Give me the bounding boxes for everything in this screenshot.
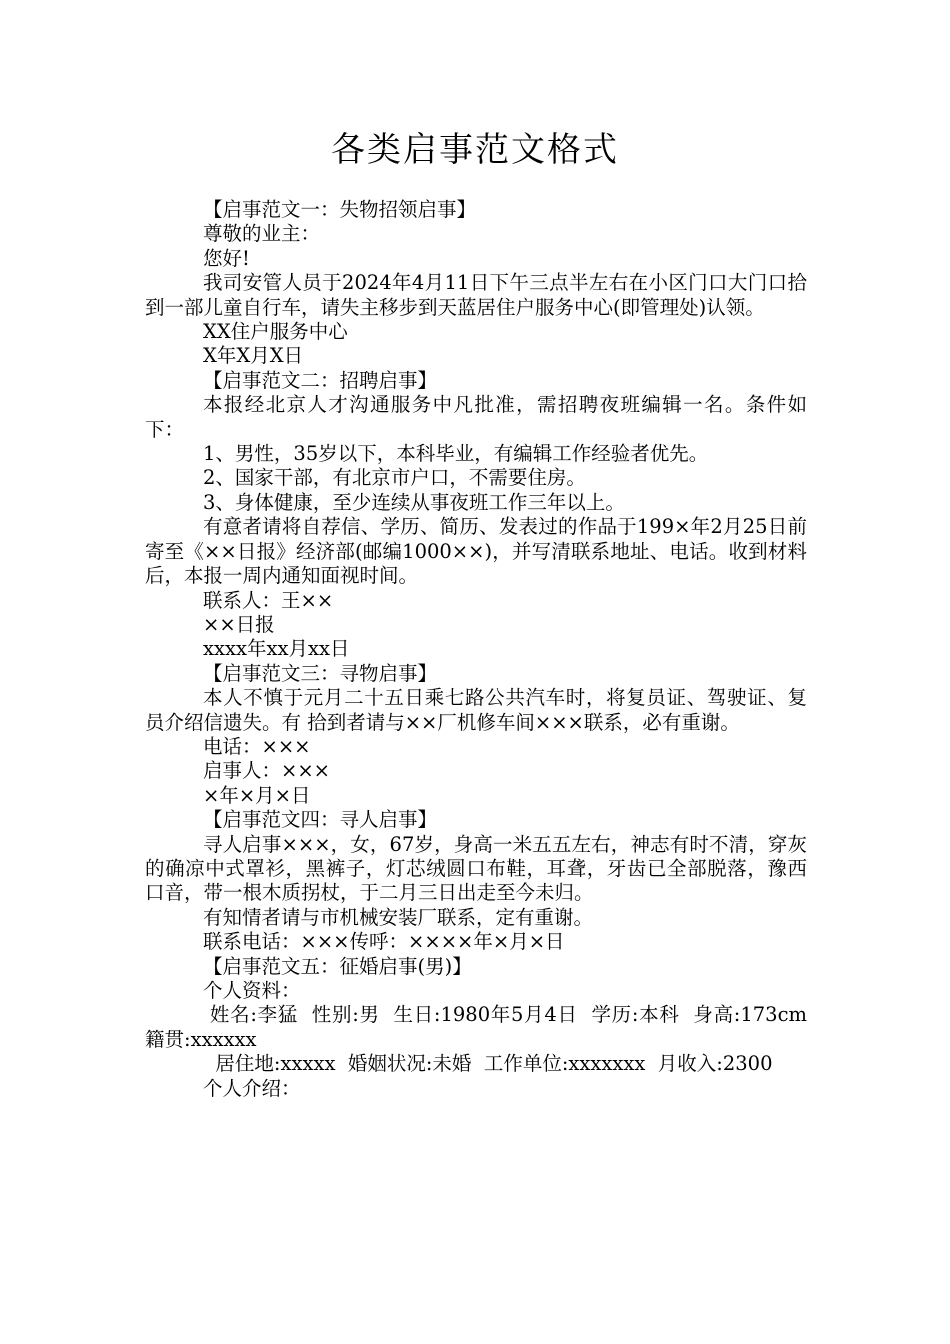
heading-notice-1: 【启事范文一：失物招领启事】 [203, 198, 477, 221]
missing-person-reward: 有知情者请与市机械安装厂联系，定有重谢。 [203, 905, 594, 929]
recruit-condition-2: 2、国家干部，有北京市户口，不需要住房。 [203, 466, 586, 490]
profile-line-1: 姓名:李猛 性别:男 生日:1980年5月4日 学历:本科 身高:173cm 籍贯:xxxxxx [145, 1003, 814, 1051]
missing-person-body: 寻人启事×××，女，67岁，身高一米五五左右，神志有时不清，穿灰的确凉中式罩衫，黑裤子，灯芯绒圆口布鞋，耳聋，牙齿已全部脱落，豫西口音，带一根木质拐杖，于二月三日出走至今未归。 [145, 832, 807, 905]
signature-org: XX住户服务中心 [203, 320, 348, 344]
profile-heading: 个人资料： [203, 979, 301, 1002]
signature-date: X年X月X日 [203, 344, 304, 368]
lost-found-body: 我司安管人员于2024年4月11日下午三点半左右在小区门口大门口拾到一部儿童自行车，请失主移步到天蓝居住户服务中心(即管理处)认领。 [145, 271, 807, 319]
heading-notice-3: 【启事范文三：寻物启事】 [203, 661, 438, 685]
heading-notice-5: 【启事范文五：征婚启事(男)】 [203, 954, 472, 978]
lost-item-person: 启事人：××× [203, 759, 331, 783]
lost-item-phone: 电话：××× [203, 734, 311, 758]
greeting: 您好! [203, 246, 250, 270]
salutation: 尊敬的业主： [203, 222, 321, 246]
document-body [145, 198, 814, 1101]
recruit-condition-3: 3、身体健康，至少连续从事夜班工作三年以上。 [203, 490, 625, 514]
profile-line-2: 居住地:xxxxx 婚姻状况:未婚 工作单位:xxxxxxx 月收入:2300 [203, 1052, 773, 1076]
lost-item-date: ×年×月×日 [203, 783, 311, 807]
intro-heading: 个人介绍： [203, 1076, 301, 1100]
recruit-org: ××日报 [203, 612, 275, 636]
document-title: 各类启事范文格式 [331, 130, 619, 170]
heading-notice-4: 【启事范文四：寻人启事】 [203, 808, 438, 832]
missing-person-contact: 联系电话：×××传呼：××××年×月×日 [203, 930, 565, 954]
recruit-date: xxxx年xx月xx日 [203, 637, 350, 661]
heading-notice-2: 【启事范文二：招聘启事】 [203, 368, 438, 392]
recruit-apply: 有意者请将自荐信、学历、简历、发表过的作品于199×年2月25日前寄至《××日报》经济部(邮编1000××)，并写清联系地址、电话。收到材料后，本报一周内通知面视时间。 [145, 515, 807, 588]
recruit-condition-1: 1、男性，35岁以下，本科毕业，有编辑工作经验者优先。 [203, 442, 709, 466]
recruit-intro: 本报经北京人才沟通服务中凡批准，需招聘夜班编辑一名。条件如下： [145, 393, 807, 441]
recruit-contact: 联系人：王×× [203, 588, 334, 612]
lost-item-body: 本人不慎于元月二十五日乘七路公共汽车时，将复员证、驾驶证、复员介绍信遗失。有 拾到者请与××厂机修车间×××联系，必有重谢。 [145, 686, 807, 734]
